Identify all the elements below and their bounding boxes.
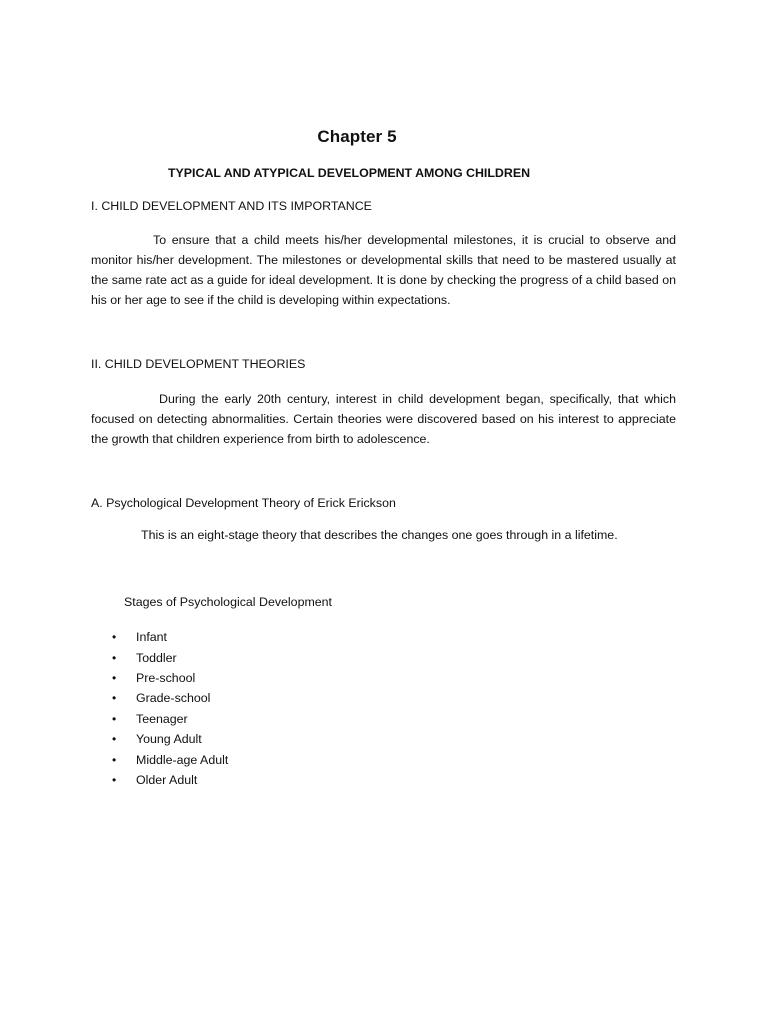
stage-label: Teenager bbox=[136, 711, 188, 726]
bullet-icon: • bbox=[112, 691, 117, 706]
paragraph-erickson: This is an eight-stage theory that describes the changes one goes through in a lifetime. bbox=[141, 528, 618, 542]
list-item bbox=[112, 627, 228, 647]
paragraph-child-development: To ensure that a child meets his/her developmental milestones, it is crucial to observe and monitor his/her development. The milestones or developmental skills that need to be mastered usually at the same rate act as a guide for ideal development. It is done by checking the progress of a child based on his or her age to see if the child is developing within expectations. bbox=[91, 233, 676, 307]
list-item bbox=[112, 688, 228, 708]
stage-label: Toddler bbox=[136, 650, 177, 665]
chapter-title: Chapter 5 bbox=[317, 127, 397, 146]
stage-label: Middle-age Adult bbox=[136, 752, 229, 767]
section-heading-theories: II. CHILD DEVELOPMENT THEORIES bbox=[91, 357, 306, 371]
paragraph-theories: During the early 20th century, interest in child development began, specifically, that which focused on detecting abnormalities. Certain theories were discovered based on his interest to appreciate the growth that children experience from birth to adolescence. bbox=[91, 392, 676, 446]
bullet-icon: • bbox=[112, 772, 117, 787]
bullet-icon: • bbox=[112, 670, 117, 685]
bullet-icon: • bbox=[112, 711, 117, 726]
list-item bbox=[112, 770, 228, 790]
stages-list bbox=[112, 627, 228, 790]
bullet-icon: • bbox=[112, 732, 117, 747]
stage-label: Young Adult bbox=[136, 732, 202, 747]
list-item bbox=[112, 668, 228, 688]
list-item bbox=[112, 729, 228, 749]
stage-label: Older Adult bbox=[136, 772, 198, 787]
bullet-icon: • bbox=[112, 752, 117, 767]
list-item bbox=[112, 749, 228, 769]
stage-label: Pre-school bbox=[136, 670, 196, 685]
stages-title: Stages of Psychological Development bbox=[124, 595, 333, 609]
bullet-icon: • bbox=[112, 630, 117, 645]
stage-label: Infant bbox=[136, 630, 168, 645]
bullet-icon: • bbox=[112, 650, 117, 665]
list-item bbox=[112, 647, 228, 667]
section-heading-child-development: I. CHILD DEVELOPMENT AND ITS IMPORTANCE bbox=[91, 199, 372, 213]
stage-label: Grade-school bbox=[136, 691, 211, 706]
document-title: TYPICAL AND ATYPICAL DEVELOPMENT AMONG CHILDREN bbox=[167, 166, 531, 180]
section-heading-erickson: A. Psychological Development Theory of Erick Erickson bbox=[91, 496, 396, 510]
list-item bbox=[112, 709, 228, 729]
